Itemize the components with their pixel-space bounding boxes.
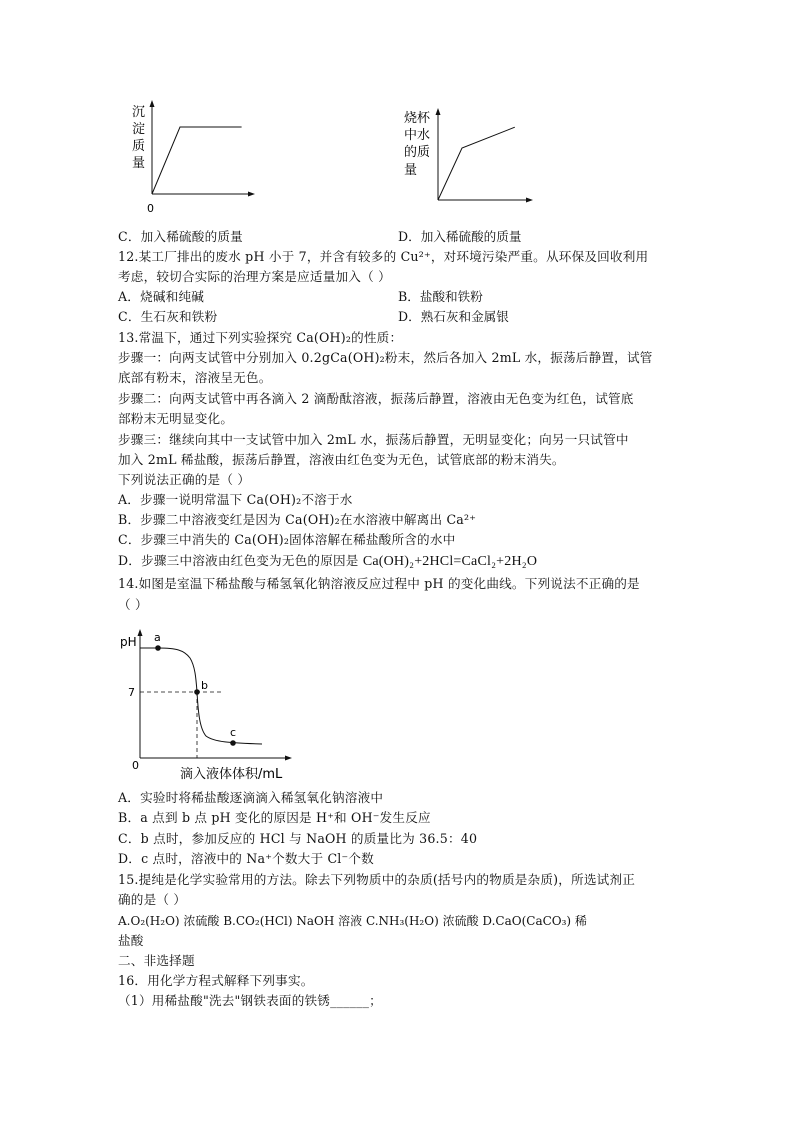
graph-d [400,108,550,212]
ph-label-c: c [230,726,237,739]
ph-label-b: b [201,679,208,692]
q15-options-cont: 盐酸 [118,933,144,948]
q14-option-d: D．c 点时，溶液中的 Na⁺个数大于 Cl⁻个数 [118,851,374,866]
q12-option-a: A．烧碱和纯碱 [118,289,205,304]
q12-option-b: B．盐酸和铁粉 [398,289,483,304]
ph-label-a: a [154,631,161,644]
q16-part1: （1）用稀盐酸"洗去"钢铁表面的铁锈______； [118,993,382,1008]
q16-stem: 16．用化学方程式解释下列事实。 [118,973,314,988]
graph-c-y-arrow [150,100,155,107]
q12-stem-line2: 考虑，较切合实际的治理方案是应适量加入（ ） [118,269,391,284]
graph-c-caption: C．加入稀硫酸的质量 [118,229,243,244]
q13-step2-line2: 部粉末无明显变化。 [118,411,234,426]
graph-d-ylabel-4: 量 [404,163,418,178]
ph-chart-xlabel: 滴入液体体积/mL [180,767,283,782]
ph-point-b [194,689,200,695]
graph-c-origin: 0 [147,202,154,215]
graph-c [120,98,280,220]
ph-chart-x-arrow [285,756,292,761]
q14-option-a: A．实验时将稀盐酸逐滴滴入稀氢氧化钠溶液中 [118,790,384,805]
q13-option-c: C．步骤三中消失的 Ca(OH)₂固体溶解在稀盐酸所含的水中 [118,532,456,547]
ph-point-c [230,740,236,746]
section-heading: 二、非选择题 [118,953,195,968]
graph-c-ylabel-1: 沉 [132,105,146,120]
q13-option-d [118,553,537,570]
q14-option-c: C．b 点时，参加反应的 HCl 与 NaOH 的质量比为 36.5：40 [118,831,478,846]
q13-step3-line1: 步骤三：继续向其中一支试管中加入 2mL 水，振荡后静置，无明显变化；向另一只试管中 [118,432,629,447]
graph-d-ylabel-3: 的质 [404,145,431,160]
q13-option-d-formula: Ca(OH)₂+2HCl=CaCl₂+2H₂O [362,554,538,569]
q13-option-b: B．步骤二中溶液变红是因为 Ca(OH)₂在水溶液中解离出 Ca²⁺ [118,512,477,527]
ph-chart-ylabel: pH [120,635,137,649]
ph-chart-origin: 0 [132,759,139,772]
graph-c-ylabel-4: 量 [132,156,146,171]
ph-chart-tick-7: 7 [128,686,135,699]
graph-d-y-arrow [436,108,441,115]
graph-d-ylabel-2: 中水 [404,128,431,143]
q13-step1-line1: 步骤一：向两支试管中分别加入 0.2gCa(OH)₂粉末，然后各加入 2mL 水，振荡后静置，试管 [118,350,653,365]
q12-option-d: D．熟石灰和金属银 [398,309,509,324]
ph-point-a [155,645,161,651]
graph-d-caption: D．加入稀硫酸的质量 [398,229,522,244]
graph-d-line [438,127,515,200]
q13-step2-line1: 步骤二：向两支试管中再各滴入 2 滴酚酞溶液，振荡后静置，溶液由无色变为红色，试管底 [118,391,634,406]
q12-option-c: C．生石灰和铁粉 [118,309,218,324]
q13-stem: 13.常温下，通过下列实验探究 Ca(OH)₂的性质： [118,330,403,345]
graph-d-x-arrow [526,198,533,203]
q14-stem-line1: 14.如图是室温下稀盐酸与稀氢氧化钠溶液反应过程中 pH 的变化曲线。下列说法不正确的是 [118,576,640,591]
q13-option-a: A．步骤一说明常温下 Ca(OH)₂不溶于水 [118,492,353,507]
ph-chart [118,622,308,784]
graph-d-ylabel-1: 烧杯 [404,111,431,126]
q12-stem-line1: 12.某工厂排出的废水 pH 小于 7，并含有较多的 Cu²⁺，对环境污染严重。从环保及回收利用 [118,249,649,264]
q14-option-b: B．a 点到 b 点 pH 变化的原因是 H⁺和 OH⁻发生反应 [118,810,431,825]
q15-stem-line2: 确的是（ ） [118,892,187,907]
q13-option-d-text: D．步骤三中溶液由红色变为无色的原因是 [118,553,359,568]
q13-step1-line2: 底部有粉末，溶液呈无色。 [118,370,272,385]
q14-stem-line2: （ ） [118,597,148,612]
q15-stem-line1: 15.提纯是化学实验常用的方法。除去下列物质中的杂质(括号内的物质是杂质)，所选试剂正 [118,872,636,887]
q13-step3-line2: 加入 2mL 稀盐酸，振荡后静置，溶液由红色变为无色，试管底部的粉末消失。 [118,452,565,467]
q13-question: 下列说法正确的是（ ） [118,472,251,487]
graph-c-line [152,127,242,194]
q15-options: A.O₂(H₂O) 浓硫酸 B.CO₂(HCl) NaOH 溶液 C.NH₃(H₂O) 浓硫酸 D.CaO(CaCO₃) 稀 [118,914,587,928]
graph-c-ylabel-2: 淀 [132,122,146,137]
ph-chart-curve [140,648,262,744]
ph-chart-y-arrow [138,629,143,636]
graph-c-ylabel-3: 质 [132,139,146,154]
graph-c-x-arrow [248,192,255,197]
